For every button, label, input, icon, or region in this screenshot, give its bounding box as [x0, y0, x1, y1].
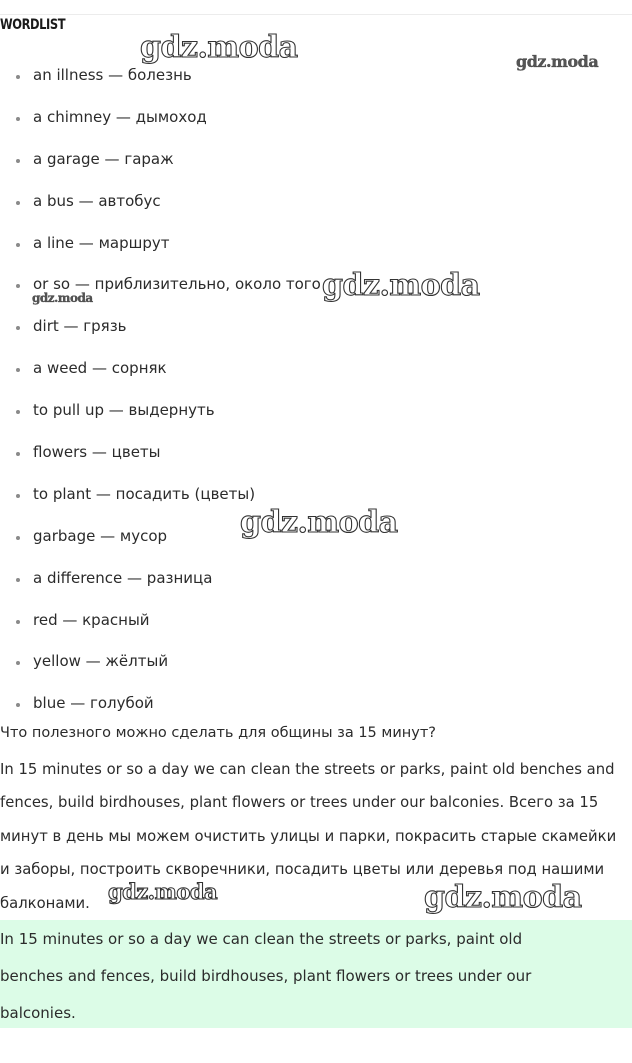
watermark-logo: gdz.moda [32, 291, 93, 305]
answer-line: минут в день мы можем очистить улицы и парки, покрасить старые скамейки [0, 827, 617, 845]
wordlist-item: a difference — разница [0, 558, 321, 600]
highlight-line: In 15 minutes or so a day we can clean the streets or parks, paint old [0, 930, 523, 948]
top-divider [0, 14, 632, 15]
wordlist-item: red — красный [0, 600, 321, 642]
wordlist-item: a line — маршрут [0, 223, 321, 265]
wordlist-item: yellow — жёлтый [0, 641, 321, 683]
wordlist-item: a weed — сорняк [0, 348, 321, 390]
wordlist-heading: WORDLIST [0, 17, 66, 33]
question-text: Что полезного можно сделать для общины за 15 минут? [0, 725, 436, 741]
wordlist-item: dirt — грязь [0, 306, 321, 348]
wordlist-item: garbage — мусор [0, 516, 321, 558]
wordlist-item: a chimney — дымоход [0, 97, 321, 139]
wordlist-item: a garage — гараж [0, 139, 321, 181]
wordlist-item: a bus — автобус [0, 181, 321, 223]
wordlist-item: or so — приблизительно, около того [0, 264, 321, 306]
wordlist-item: flowers — цветы [0, 432, 321, 474]
watermark-logo: gdz.moda [322, 268, 480, 303]
wordlist [0, 55, 321, 725]
wordlist-item: to plant — посадить (цветы) [0, 474, 321, 516]
wordlist-item: an illness — болезнь [0, 55, 321, 97]
highlighted-answer [0, 920, 632, 1028]
watermark-logo: gdz.moda [140, 30, 298, 65]
wordlist-item: blue — голубой [0, 683, 321, 725]
highlight-line: balconies. [0, 1004, 76, 1022]
watermark-logo: gdz.moda [240, 505, 398, 540]
answer-line: fences, build birdhouses, plant flowers or trees under our balconies. Всего за 15 [0, 794, 599, 812]
highlight-line: benches and fences, build birdhouses, plant flowers or trees under our [0, 967, 532, 985]
answer-line: In 15 minutes or so a day we can clean the streets or parks, paint old benches and [0, 761, 615, 778]
wordlist-item: to pull up — выдернуть [0, 390, 321, 432]
watermark-logo: gdz.moda [516, 52, 599, 71]
watermark-logo: gdz.moda [108, 879, 218, 904]
answer-line: и заборы, построить скворечники, посадить цветы или деревья под нашими [0, 861, 605, 879]
watermark-logo: gdz.moda [424, 880, 582, 915]
answer-line: балконами. [0, 894, 90, 912]
